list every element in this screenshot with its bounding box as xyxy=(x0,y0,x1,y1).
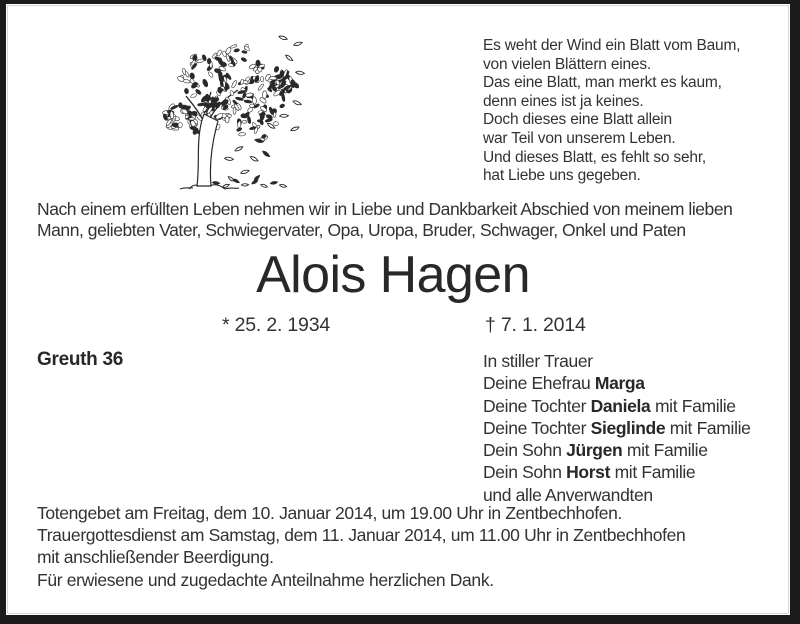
poem-line: denn eines ist ja keines. xyxy=(483,92,644,110)
intro-text xyxy=(37,199,732,241)
funeral-line: Totengebet am Freitag, dem 10. Januar 2014, um 19.00 Uhr in Zentbechhofen. xyxy=(37,503,623,523)
mourner-relation: Deine Tochter xyxy=(483,395,587,416)
mourner-relation: Dein Sohn xyxy=(483,462,562,483)
tree-illustration xyxy=(146,22,316,194)
poem-line: von vielen Blättern eines. xyxy=(483,55,651,73)
funeral-info xyxy=(37,502,685,591)
mourner-entry xyxy=(483,372,751,394)
deceased-name: Alois Hagen xyxy=(256,246,530,304)
windblown-tree-icon xyxy=(146,22,316,194)
poem-line: Und dieses Blatt, es fehlt so sehr, xyxy=(483,148,707,166)
death-date: † 7. 1. 2014 xyxy=(485,314,586,336)
poem-line: Das eine Blatt, man merkt es kaum, xyxy=(483,74,722,92)
mourner-suffix: mit Familie xyxy=(669,417,751,438)
funeral-line: Für erwiesene und zugedachte Anteilnahme herzlichen Dank. xyxy=(37,569,494,590)
birth-date: * 25. 2. 1934 xyxy=(222,314,330,336)
mourners-closing: und alle Anverwandten xyxy=(483,484,653,505)
poem-line: war Teil von unserem Leben. xyxy=(483,129,676,147)
intro-line: Mann, geliebten Vater, Schwiegervater, Opa, Uropa, Bruder, Schwager, Onkel und Paten xyxy=(37,220,686,240)
mourner-name: Jürgen xyxy=(566,440,623,461)
mourner-relation: Deine Tochter xyxy=(483,417,587,438)
mourner-entry xyxy=(483,439,751,461)
poem-line: Doch dieses eine Blatt allein xyxy=(483,111,672,129)
mourners-list xyxy=(483,350,751,506)
address: Greuth 36 xyxy=(37,349,123,370)
mourner-entry xyxy=(483,417,751,439)
poem-line: Es weht der Wind ein Blatt vom Baum, xyxy=(483,37,741,54)
mourner-name: Daniela xyxy=(590,395,651,416)
mourner-name: Horst xyxy=(566,462,611,483)
mourner-name: Sieglinde xyxy=(590,417,666,438)
mourner-relation: Deine Ehefrau xyxy=(483,373,591,394)
mourner-relation: Dein Sohn xyxy=(483,440,562,461)
poem-line: hat Liebe uns gegeben. xyxy=(483,167,641,185)
memorial-poem xyxy=(483,37,740,186)
funeral-line: Trauergottesdienst am Samstag, dem 11. Januar 2014, um 11.00 Uhr in Zentbechhofen xyxy=(37,525,686,546)
mourner-entry xyxy=(483,395,751,417)
intro-line: Nach einem erfüllten Leben nehmen wir in Liebe und Dankbarkeit Abschied von meinem lieben xyxy=(37,199,733,219)
mourner-name: Marga xyxy=(594,373,645,394)
mourner-suffix: mit Familie xyxy=(654,395,736,416)
mourners-heading: In stiller Trauer xyxy=(483,351,593,371)
funeral-line: mit anschließender Beerdigung. xyxy=(37,547,274,568)
mourner-entry xyxy=(483,461,751,483)
mourner-suffix: mit Familie xyxy=(614,462,696,483)
mourner-suffix: mit Familie xyxy=(626,440,708,461)
